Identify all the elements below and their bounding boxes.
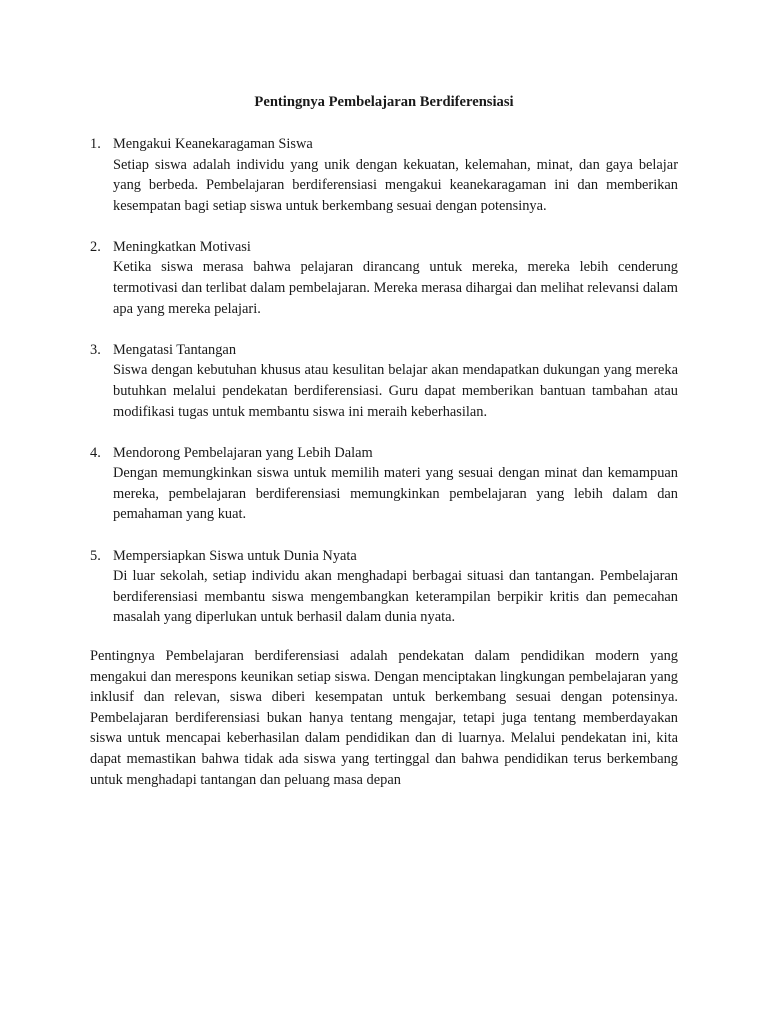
closing-paragraph: Pentingnya Pembelajaran berdiferensiasi adalah pendekatan dalam pendidikan modern yang mengakui dan merespons keunikan setiap siswa. Dengan menciptakan lingkungan pembelajaran yang inklusif dan relevan, siswa diberi kesempatan untuk berkembang sesuai dengan potensinya. Pembelajaran berdiferensiasi bukan hanya tentang mengajar, tetapi juga tentang memberdayakan siswa untuk mencapai keberhasilan dalam pendidikan dan di luarnya. Melalui pendekatan ini, kita dapat memastikan bahwa tidak ada siswa yang tertinggal dan bahwa pendidikan terus berkembang untuk menghadapi tantangan dan peluang masa depan	[90, 648, 678, 788]
list-item-heading: Meningkatkan Motivasi	[113, 238, 251, 255]
list-item-2	[90, 237, 678, 319]
list-item-body: Dengan memungkinkan siswa untuk memilih materi yang sesuai dengan minat dan kemampuan mereka, pembelajaran berdiferensiasi memungkinkan pembelajaran yang lebih dalam dan pemahaman yang kuat.	[113, 465, 678, 523]
list-item-body: Di luar sekolah, setiap individu akan menghadapi berbagai situasi dan tantangan. Pembelajaran berdiferensiasi membantu siswa mengembangkan keterampilan berpikir kritis dan pemecahan masalah yang diperlukan untuk berhasil dalam dunia nyata.	[113, 568, 678, 626]
list-item-number: 2.	[90, 238, 101, 255]
list-item-1	[90, 134, 678, 216]
list-item-number: 1.	[90, 136, 101, 152]
document-title: Pentingnya Pembelajaran Berdiferensiasi	[254, 94, 514, 110]
list-item-number: 5.	[90, 547, 101, 564]
list-item-4	[90, 443, 678, 525]
list-item-heading: Mendorong Pembelajaran yang Lebih Dalam	[113, 444, 373, 461]
list-item-5	[90, 546, 678, 628]
list-item-heading: Mempersiapkan Siswa untuk Dunia Nyata	[113, 547, 357, 564]
list-item-heading: Mengatasi Tantangan	[113, 341, 237, 358]
points-list	[90, 134, 678, 648]
list-item-number: 3.	[90, 341, 101, 358]
list-item-number: 4.	[90, 444, 101, 461]
list-item-body: Ketika siswa merasa bahwa pelajaran dirancang untuk mereka, mereka lebih cenderung termotivasi dan terlibat dalam pembelajaran. Mereka merasa dihargai dan melihat relevansi dalam apa yang mereka pelajari.	[113, 259, 678, 317]
list-item-body: Setiap siswa adalah individu yang unik dengan kekuatan, kelemahan, minat, dan gaya belajar yang berbeda. Pembelajaran berdiferensiasi mengakui keanekaragaman ini dan memberikan kesempatan bagi setiap siswa untuk berkembang sesuai dengan potensinya.	[113, 156, 678, 214]
list-item-body: Siswa dengan kebutuhan khusus atau kesulitan belajar akan mendapatkan dukungan yang mereka butuhkan melalui pendekatan berdiferensiasi. Guru dapat memberikan bantuan tambahan atau modifikasi tugas untuk membantu siswa ini meraih keberhasilan.	[113, 362, 678, 420]
list-item-heading: Mengakui Keanekaragaman Siswa	[113, 136, 313, 152]
list-item-3	[90, 340, 678, 422]
